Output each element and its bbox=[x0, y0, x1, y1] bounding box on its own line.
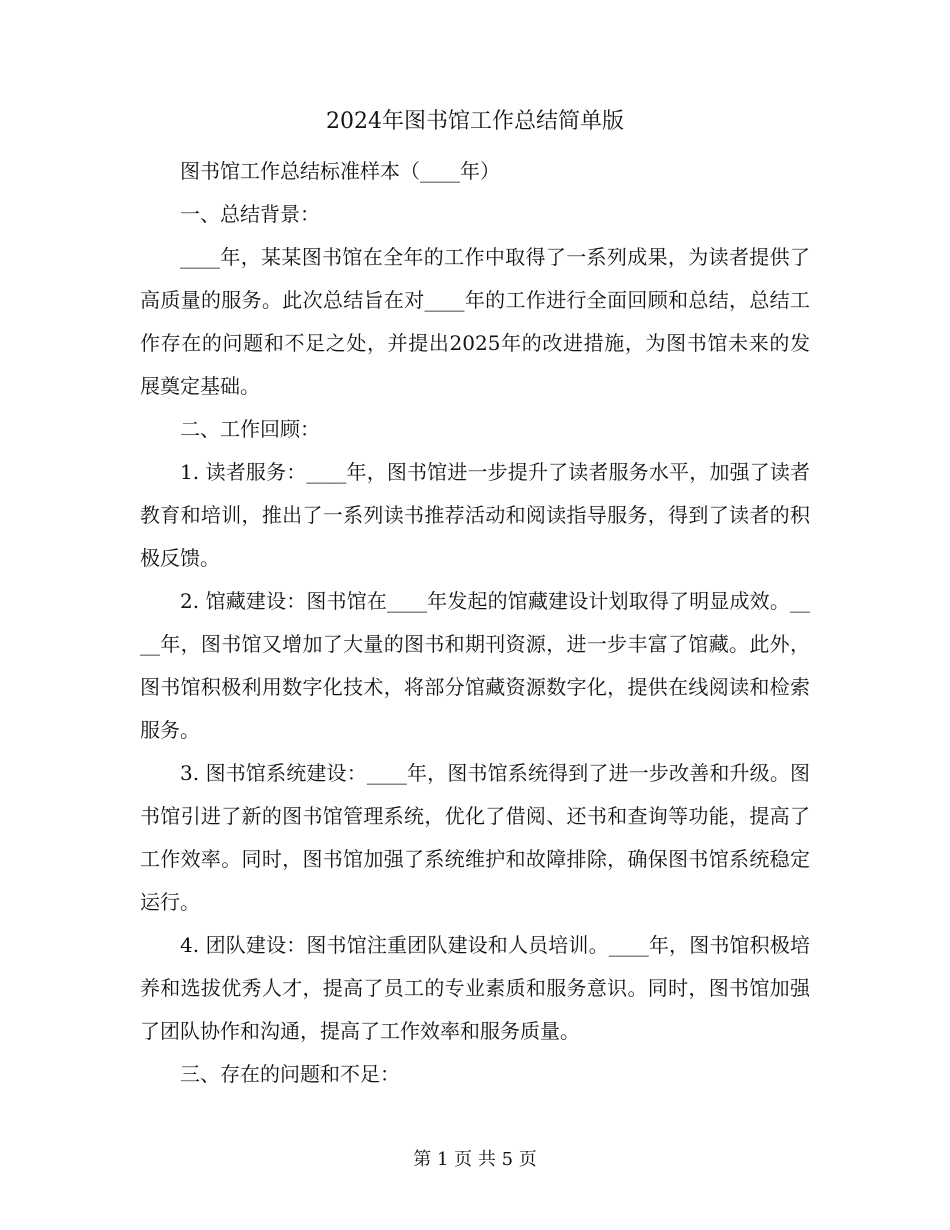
review-item-reader-service: 1. 读者服务：____年，图书馆进一步提升了读者服务水平，加强了读者教育和培训，推出了一系列读书推荐活动和阅读指导服务，得到了读者的积极反馈。 bbox=[140, 460, 810, 570]
review-item-system: 3. 图书馆系统建设：____年，图书馆系统得到了进一步改善和升级。图书馆引进了新的图书馆管理系统，优化了借阅、还书和查询等功能，提高了工作效率。同时，图书馆加强了系统维护和故障排除，确保图书馆系统稳定运行。 bbox=[140, 761, 810, 914]
review-item-team: 4. 团队建设：图书馆注重团队建设和人员培训。____年，图书馆积极培养和选拔优秀人才，提高了员工的专业素质和服务意识。同时，图书馆加强了团队协作和沟通，提高了工作效率和服务质量。 bbox=[140, 933, 810, 1043]
subtitle-paragraph: 图书馆工作总结标准样本（____年） bbox=[180, 159, 500, 183]
section-heading-review: 二、工作回顾： bbox=[180, 417, 320, 441]
document-title: 2024年图书馆工作总结简单版 bbox=[326, 109, 624, 134]
page-footer: 第 1 页 共 5 页 bbox=[413, 1149, 537, 1170]
section-heading-background: 一、总结背景： bbox=[180, 202, 320, 226]
document-body bbox=[140, 150, 810, 1096]
background-paragraph: ____年，某某图书馆在全年的工作中取得了一系列成果，为读者提供了高质量的服务。此次总结旨在对____年的工作进行全面回顾和总结，总结工作存在的问题和不足之处，并提出2025年的改进措施，为图书馆未来的发展奠定基础。 bbox=[140, 245, 810, 398]
review-item-collection: 2. 馆藏建设：图书馆在____年发起的馆藏建设计划取得了明显成效。____年，图书馆又增加了大量的图书和期刊资源，进一步丰富了馆藏。此外，图书馆积极利用数字化技术，将部分馆藏资源数字化，提供在线阅读和检索服务。 bbox=[140, 589, 810, 742]
section-heading-problems: 三、存在的问题和不足： bbox=[180, 1062, 400, 1086]
